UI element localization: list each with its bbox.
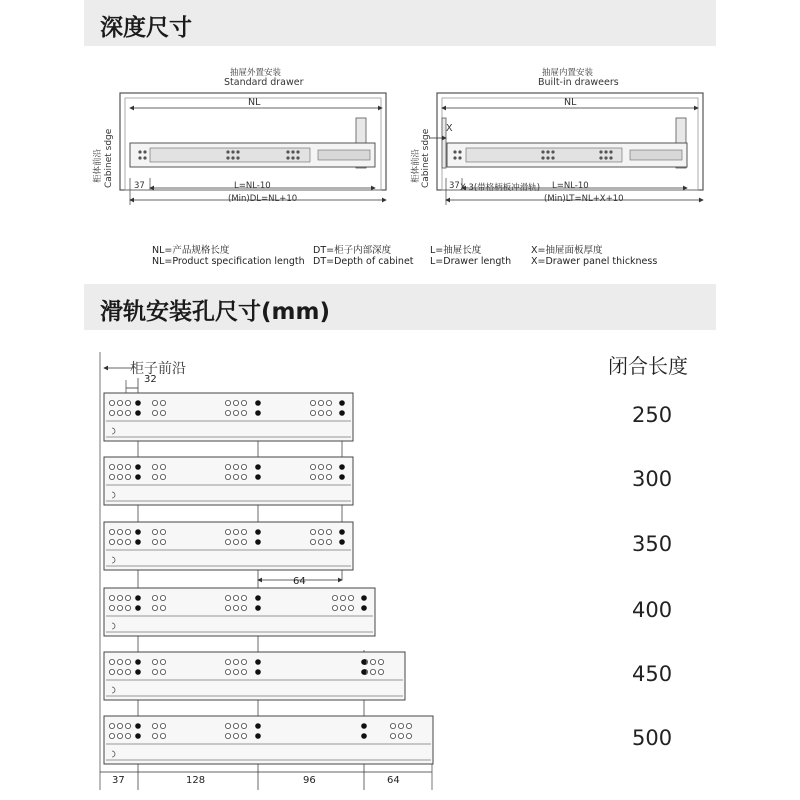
builtin-x-label: X xyxy=(446,123,453,134)
builtin-title-en: Built-in draweers xyxy=(538,77,619,88)
standard-side-en: Cabinet sdge xyxy=(104,128,114,188)
cabinet-front-label: 柜子前沿 xyxy=(130,361,186,377)
builtin-offset: 37 xyxy=(449,181,460,191)
builtin-title-cn: 抽屉内置安装 xyxy=(542,68,594,78)
mid-dim-64: 64 xyxy=(293,576,306,587)
standard-title-cn: 抽屉外置安装 xyxy=(230,68,282,78)
closed-length-header: 闭合长度 xyxy=(608,354,688,378)
closed-length-300: 300 xyxy=(632,467,673,491)
legend-nl-cn: NL=产品规格长度 xyxy=(152,245,230,256)
section-title-holes: 滑轨安装孔尺寸(mm) xyxy=(100,299,330,325)
offset-32-label: 32 xyxy=(144,374,157,385)
rail-300 xyxy=(104,457,353,505)
standard-title-en: Standard drawer xyxy=(224,77,304,88)
closed-length-250: 250 xyxy=(632,403,673,427)
rail-400 xyxy=(104,588,375,636)
legend-l-cn: L=抽屉长度 xyxy=(430,245,482,256)
builtin-side-en: Cabinet sdge xyxy=(421,128,431,188)
section-title-depth: 深度尺寸 xyxy=(100,15,192,41)
rail-hole-diagram xyxy=(100,352,433,790)
legend-l-en: L=Drawer length xyxy=(430,256,512,267)
legend-x-en: X=Drawer panel thickness xyxy=(531,256,658,267)
closed-length-500: 500 xyxy=(632,726,673,750)
builtin-l-formula: L=NL-10 xyxy=(552,181,589,191)
rail-250 xyxy=(104,393,353,441)
rail-350 xyxy=(104,522,353,570)
bottom-dim-0: 37 xyxy=(112,775,125,786)
standard-dl-formula: (Min)DL=NL+10 xyxy=(228,194,298,204)
bottom-dim-3: 64 xyxy=(387,775,400,786)
legend-dt-cn: DT=柜子内部深度 xyxy=(313,245,392,256)
builtin-side-cn: 柜体前沿 xyxy=(411,148,421,183)
legend-dt-en: DT=Depth of cabinet xyxy=(313,256,414,267)
builtin-lt-formula: (Min)LT=NL+X+10 xyxy=(544,194,624,204)
builtin-offset-note: X-3(带格柄板冲滑轨) xyxy=(460,183,541,193)
rail-500 xyxy=(104,716,433,764)
standard-nl-label: NL xyxy=(248,97,261,108)
closed-length-450: 450 xyxy=(632,662,673,686)
standard-side-cn: 柜体前沿 xyxy=(93,148,103,183)
legend-nl-en: NL=Product specification length xyxy=(152,256,305,267)
rail-450 xyxy=(104,652,405,700)
closed-length-400: 400 xyxy=(632,598,673,622)
bottom-dim-2: 96 xyxy=(303,775,316,786)
standard-l-formula: L=NL-10 xyxy=(234,181,271,191)
legend-x-cn: X=抽屉面板厚度 xyxy=(531,245,603,256)
builtin-nl-label: NL xyxy=(564,97,577,108)
closed-length-350: 350 xyxy=(632,532,673,556)
standard-offset: 37 xyxy=(134,181,145,191)
bottom-dim-1: 128 xyxy=(186,775,206,786)
